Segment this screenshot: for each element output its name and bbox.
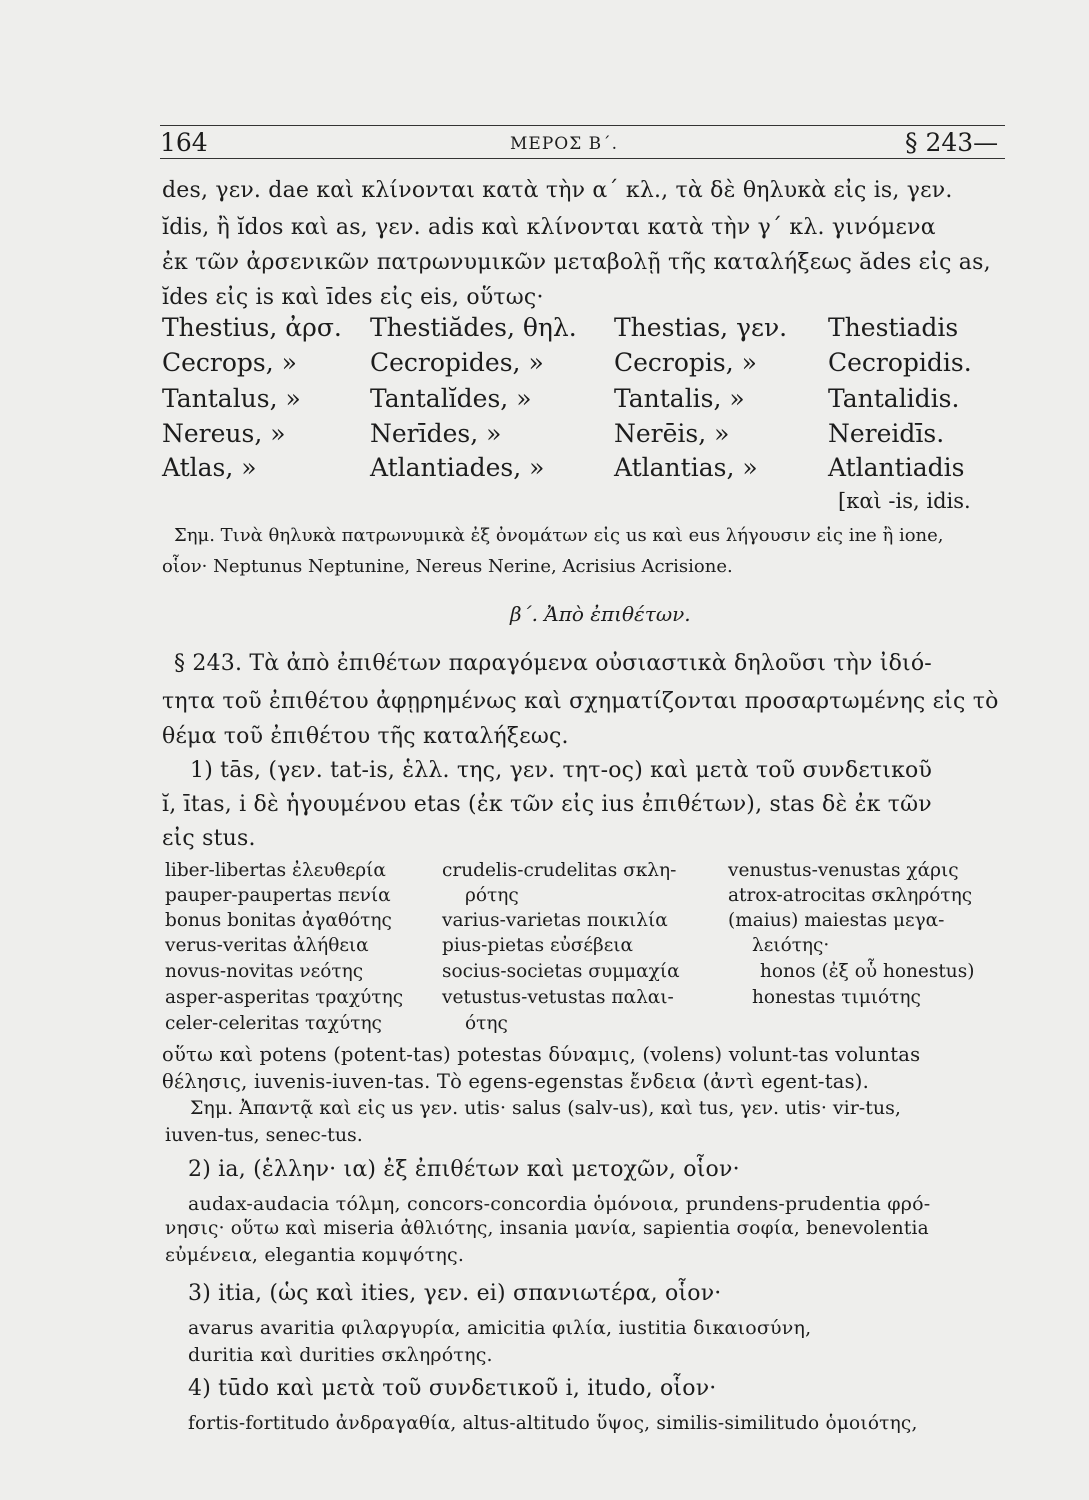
intro-line: ĭdes εἰς is καὶ īdes εἰς eis, οὕτως·: [162, 285, 544, 310]
table-cell: Atlas, »: [162, 453, 257, 482]
header-bottom-rule: [160, 158, 1005, 159]
section-paragraph-line: § 243. Τὰ ἀπὸ ἐπιθέτων παραγόμενα οὐσιαστικὰ δηλοῦσι τὴν ἰδιό-: [174, 651, 932, 676]
section-paragraph-line: θέμα τοῦ ἐπιθέτου τῆς καταλήξεως.: [162, 724, 569, 749]
item-4-line: fortis-fortitudo ἀνδραγαθία, altus-altitudo ὕψος, similis-similitudo ὁμοιότης,: [188, 1413, 918, 1434]
table-cell: Nereidīs.: [828, 419, 945, 448]
table-cell: Atlantiadis: [828, 453, 965, 482]
item-1-line: ĭ, ītas, i δὲ ἡγουμένου etas (ἐκ τῶν εἰς ius ἐπιθέτων), stas δὲ ἐκ τῶν: [162, 792, 932, 817]
table-cell: Thestius, ἀρσ.: [162, 313, 342, 342]
table-cell: Tantalĭdes, »: [370, 384, 532, 413]
grid-entry: honestas τιμιότης: [752, 987, 921, 1008]
item-1-tail-line: θέλησις, iuvenis-iuven-tas. Τὸ egens-egenstas ἔνδεια (ἀντὶ egent-tas).: [162, 1070, 869, 1093]
table-cell: Nerēis, »: [614, 419, 730, 448]
grid-entry: celer-celeritas ταχύτης: [165, 1013, 382, 1034]
table-tail: [καὶ -is, idis.: [838, 489, 971, 513]
item-2-heading: 2) ia, (ἑλλην· ια) ἐξ ἐπιθέτων καὶ μετοχῶν, οἷον·: [188, 1157, 740, 1182]
table-cell: Thestias, γεν.: [614, 313, 788, 342]
grid-entry: λειότης·: [752, 935, 830, 956]
item-3-line: avarus avaritia φιλαργυρία, amicitia φιλία, iustitia δικαιοσύνη,: [188, 1317, 812, 1339]
intro-line: ĭdis, ἢ ĭdos καὶ as, γεν. adis καὶ κλίνονται κατὰ τὴν γ΄ κλ. γινόμενα: [162, 215, 936, 240]
grid-entry: liber-libertas ἐλευθερία: [165, 860, 386, 881]
table-cell: Cecropis, »: [614, 348, 757, 377]
header-top-rule: [160, 125, 1005, 126]
subheading: β΄. Ἀπὸ ἐπιθέτων.: [510, 602, 691, 626]
item-1-line: 1) tās, (γεν. tat-is, ἑλλ. της, γεν. τητ-ος) καὶ μετὰ τοῦ συνδετικοῦ: [190, 758, 933, 783]
item-2-line: audax-audacia τόλμη, concors-concordia ὁμόνοια, prundens-prudentia φρό-: [188, 1193, 931, 1215]
grid-entry: asper-asperitas τραχύτης: [165, 987, 404, 1008]
note-line: οἷον· Neptunus Neptunine, Nereus Nerine, Acrisius Acrisione.: [162, 556, 733, 577]
grid-entry: ρότης: [465, 885, 519, 906]
table-cell: Thestiadis: [828, 313, 959, 342]
grid-entry: honos (ἐξ οὗ honestus): [760, 961, 975, 982]
table-cell: Tantalus, »: [162, 384, 301, 413]
table-cell: Cecropides, »: [370, 348, 544, 377]
grid-entry: ότης: [465, 1013, 508, 1034]
grid-entry: varius-varietas ποικιλία: [442, 910, 668, 931]
note-line: Σημ. Τινὰ θηλυκὰ πατρωνυμικὰ ἐξ ὀνομάτων εἰς us καὶ eus λήγουσιν εἰς ine ἢ ione,: [174, 525, 944, 546]
grid-entry: (maius) maiestas μεγα-: [728, 910, 945, 931]
table-cell: Thestiădes, θηλ.: [370, 313, 577, 342]
table-cell: Nerīdes, »: [370, 419, 502, 448]
table-cell: Atlantiades, »: [370, 453, 545, 482]
item-1-tail-line: οὕτω καὶ potens (potent-tas) potestas δύναμις, (volens) volunt-tas voluntas: [162, 1043, 921, 1066]
page-number: 164: [160, 128, 208, 157]
item-2-line: εὐμένεια, elegantia κομψότης.: [165, 1244, 465, 1266]
grid-entry: pauper-paupertas πενία: [165, 885, 391, 906]
item-3-line: duritia καὶ durities σκληρότης.: [188, 1344, 493, 1366]
table-cell: Tantalidis.: [828, 384, 960, 413]
grid-entry: novus-novitas νεότης: [165, 961, 364, 982]
table-cell: Cecropidis.: [828, 348, 972, 377]
grid-entry: venustus-venustas χάρις: [728, 860, 959, 881]
note-line: iuven-tus, senec-tus.: [165, 1124, 363, 1146]
item-2-line: νησις· οὕτω καὶ miseria ἀθλιότης, insania μανία, sapientia σοφία, benevolentia: [165, 1218, 929, 1239]
grid-entry: bonus bonitas ἀγαθότης: [165, 910, 392, 931]
section-paragraph-line: τητα τοῦ ἐπιθέτου ἀφῃρημένως καὶ σχηματίζονται προσαρτωμένης εἰς τὸ: [162, 689, 999, 714]
intro-line: des, γεν. dae καὶ κλίνονται κατὰ τὴν α΄ κλ., τὰ δὲ θηλυκὰ εἰς is, γεν.: [162, 178, 953, 203]
item-4-heading: 4) tūdo καὶ μετὰ τοῦ συνδετικοῦ i, itudo, οἷον·: [188, 1376, 717, 1401]
grid-entry: crudelis-crudelitas σκλη-: [442, 860, 677, 881]
grid-entry: verus-veritas ἀλήθεια: [165, 935, 369, 956]
grid-entry: atrox-atrocitas σκληρότης: [728, 885, 973, 906]
grid-entry: vetustus-vetustas παλαι-: [442, 987, 674, 1008]
table-cell: Nereus, »: [162, 419, 286, 448]
item-1-line: εἰς stus.: [162, 826, 256, 851]
item-3-heading: 3) itia, (ὡς καὶ ities, γεν. ei) σπανιωτέρα, οἷον·: [188, 1281, 722, 1306]
section-ref: § 243—: [905, 128, 999, 157]
grid-entry: socius-societas συμμαχία: [442, 961, 680, 982]
table-cell: Atlantias, »: [614, 453, 758, 482]
part-title: ΜΕΡΟΣ Β΄.: [510, 134, 619, 154]
table-cell: Tantalis, »: [614, 384, 745, 413]
grid-entry: pius-pietas εὐσέβεια: [442, 935, 634, 956]
intro-line: ἐκ τῶν ἀρσενικῶν πατρωνυμικῶν μεταβολῇ τῆς καταλήξεως ădes εἰς as,: [162, 250, 991, 275]
table-cell: Cecrops, »: [162, 348, 297, 377]
note-line: Σημ. Ἀπαντᾷ καὶ εἰς us γεν. utis· salus (salv-us), καὶ tus, γεν. utis· vir-tus,: [190, 1097, 901, 1119]
